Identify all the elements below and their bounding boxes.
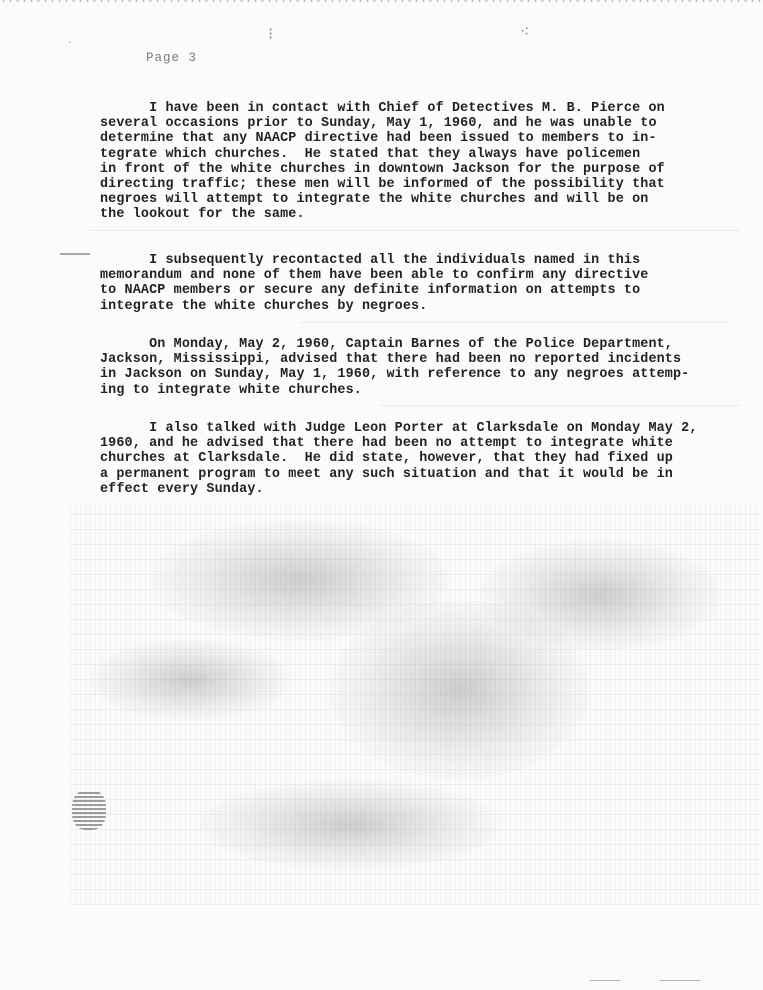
paragraph: On Monday, May 2, 1960, Captain Barnes of the Police Department, Jackson, Mississippi, advised that there had been no reported incidents in Jackson on Sunday, May 1, 1960, with reference to any negroes attemp- ing to integrate white churches. bbox=[100, 337, 690, 398]
scan-line bbox=[300, 322, 730, 323]
paragraph: I subsequently recontacted all the individuals named in this memorandum and none of them have been able to confirm any directive to NAACP members or secure any definite information on attempts to integrate the white churches by negroes. bbox=[100, 253, 649, 314]
top-edge-dots bbox=[0, 0, 763, 2]
scan-line bbox=[590, 980, 620, 981]
photocopy-smear bbox=[90, 640, 290, 720]
scan-line bbox=[380, 405, 740, 406]
scan-line bbox=[90, 230, 740, 231]
paragraph: I also talked with Judge Leon Porter at Clarksdale on Monday May 2, 1960, and he advised that there had been no attempt to integrate white churches at Clarksdale. He did state, however, that they had fixed up a permanent program to meet any such situation and that it would be in effect every Sunday. bbox=[100, 421, 698, 497]
stray-mark: ⁖ bbox=[520, 22, 530, 41]
paragraph: I have been in contact with Chief of Detectives M. B. Pierce on several occasions prior to Sunday, May 1, 1960, and he was unable to determine that any NAACP directive had been issued to members to in- tegrate which churches. He stated that they always have policemen in front of the white churches in downtown Jackson for the purpose of directing traffic; these men will be informed of the possibility that negroes will attempt to integrate the white churches and will be on the lookout for the same. bbox=[100, 101, 665, 223]
scan-line bbox=[660, 980, 700, 981]
punch-hole-smudge bbox=[72, 790, 106, 830]
margin-mark bbox=[60, 253, 90, 255]
photocopy-smear bbox=[480, 540, 720, 650]
photocopy-smear bbox=[200, 780, 500, 870]
stray-mark: · bbox=[68, 38, 72, 49]
page-label: Page 3 bbox=[146, 51, 198, 65]
stray-mark: ⁝ bbox=[268, 24, 274, 43]
